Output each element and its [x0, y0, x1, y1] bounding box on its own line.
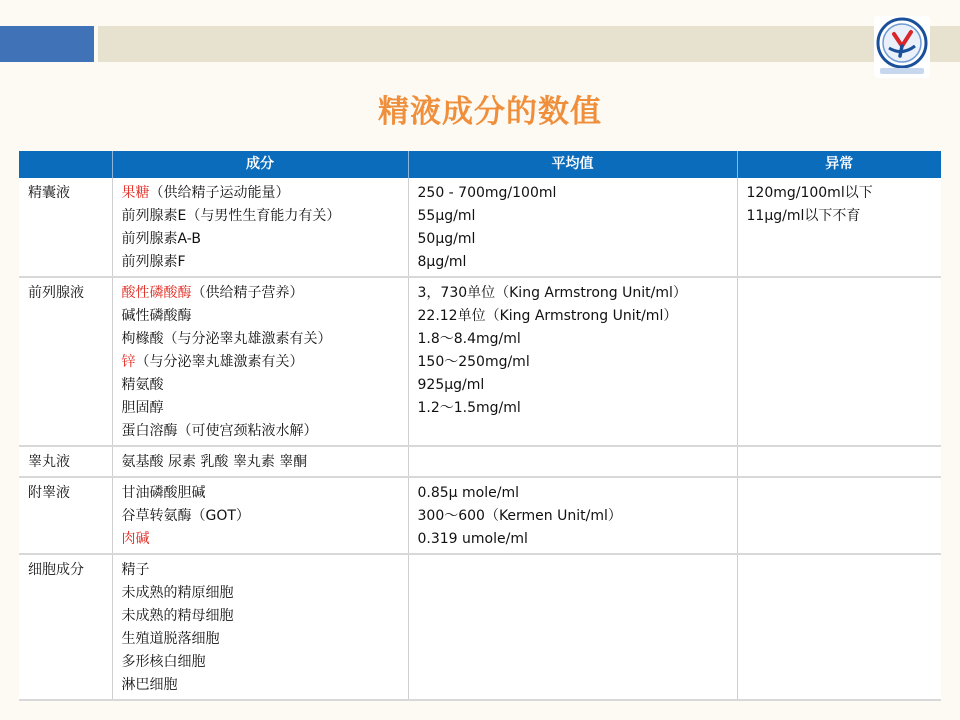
component-line [122, 251, 399, 274]
header-component: 成分 [112, 151, 408, 178]
band-tan-strip [98, 26, 960, 62]
average-value: 22.12单位（King Armstrong Unit/ml） [417, 308, 678, 324]
component-line [122, 228, 399, 251]
school-logo-emblem [874, 16, 930, 78]
component-line [122, 351, 399, 374]
component-text: （供给精子营养） [191, 285, 304, 301]
component-line [122, 282, 399, 305]
band-blue-block [0, 26, 94, 62]
row-component-cell [112, 554, 408, 700]
row-category-cell [19, 554, 112, 700]
component-text: 精子 [121, 562, 150, 578]
component-highlight: 肉碱 [121, 531, 150, 547]
row-category-label: 附睾液 [28, 485, 70, 501]
component-text: 多形核白细胞 [121, 654, 206, 670]
table-row [19, 178, 941, 277]
component-highlight: 锌 [121, 354, 136, 370]
average-value: 1.8～8.4mg/ml [417, 331, 521, 347]
row-abnormal-cell [737, 477, 941, 554]
component-line [122, 451, 399, 474]
header-average: 平均值 [408, 151, 737, 178]
row-average-cell [408, 277, 737, 446]
component-line [122, 651, 399, 674]
table-header-row [19, 151, 941, 178]
average-value: 925μg/ml [417, 377, 485, 393]
component-line [122, 628, 399, 651]
component-text: 谷草转氨酶（GOT） [121, 508, 250, 524]
component-line [122, 674, 399, 697]
component-highlight: 酸性磷酸酶 [121, 285, 192, 301]
row-abnormal-cell [737, 554, 941, 700]
row-average-cell [408, 178, 737, 277]
component-line [122, 582, 399, 605]
component-line [122, 528, 399, 551]
abnormal-value: 120mg/100ml以下 [746, 185, 873, 201]
component-text: 未成熟的精原细胞 [121, 585, 234, 601]
component-text: 前列腺素F [121, 254, 186, 270]
average-value: 300～600（Kermen Unit/ml） [417, 508, 622, 524]
row-average-cell [408, 477, 737, 554]
row-category-cell [19, 446, 112, 477]
row-abnormal-cell [737, 277, 941, 446]
row-category-cell [19, 178, 112, 277]
row-component-cell [112, 178, 408, 277]
component-line [122, 605, 399, 628]
row-component-cell [112, 446, 408, 477]
component-line [122, 397, 399, 420]
component-text: 前列腺素A-B [121, 231, 201, 247]
average-value: 0.319 umole/ml [417, 531, 528, 547]
component-text: 胆固醇 [121, 400, 164, 416]
component-line [122, 182, 399, 205]
row-category-label: 前列腺液 [28, 285, 84, 301]
average-value: 8μg/ml [417, 254, 467, 270]
top-decor-band [0, 26, 960, 62]
average-value: 55μg/ml [417, 208, 476, 224]
component-line [122, 482, 399, 505]
table-row [19, 554, 941, 700]
component-text: 未成熟的精母细胞 [121, 608, 234, 624]
average-value: 0.85μ mole/ml [417, 485, 519, 501]
row-abnormal-cell [737, 178, 941, 277]
slide-title: 精液成分的数值 [378, 94, 602, 130]
row-abnormal-cell [737, 446, 941, 477]
component-text: 甘油磷酸胆碱 [121, 485, 206, 501]
row-category-label: 精囊液 [28, 185, 70, 201]
average-value: 250 - 700mg/100ml [417, 185, 557, 201]
component-line [122, 374, 399, 397]
component-text: 精氨酸 [121, 377, 164, 393]
component-line [122, 305, 399, 328]
row-category-label: 细胞成分 [28, 562, 84, 578]
component-text: （与分泌睾丸雄激素有关） [135, 354, 304, 370]
row-category-cell [19, 477, 112, 554]
header-abnormal: 异常 [737, 151, 941, 178]
table-row [19, 477, 941, 554]
component-text: 淋巴细胞 [121, 677, 178, 693]
component-text: 碱性磷酸酶 [121, 308, 192, 324]
average-value: 3，730单位（King Armstrong Unit/ml） [417, 285, 687, 301]
row-category-label: 睾丸液 [28, 454, 70, 470]
average-value: 1.2～1.5mg/ml [417, 400, 521, 416]
school-logo [874, 16, 930, 78]
component-highlight: 果糖 [121, 185, 150, 201]
component-text: 枸橼酸（与分泌睾丸雄激素有关） [121, 331, 332, 347]
component-line [122, 328, 399, 351]
row-component-cell [112, 477, 408, 554]
component-line [122, 505, 399, 528]
average-value: 150～250mg/ml [417, 354, 530, 370]
component-line [122, 420, 399, 443]
composition-table [19, 151, 941, 701]
average-value: 50μg/ml [417, 231, 476, 247]
table-row [19, 446, 941, 477]
component-text: 氨基酸 尿素 乳酸 睾丸素 睾酮 [121, 454, 308, 470]
abnormal-value: 11μg/ml以下不育 [746, 208, 861, 224]
component-text: 前列腺素E（与男性生育能力有关） [121, 208, 341, 224]
header-category [19, 151, 112, 178]
component-text: （供给精子运动能量） [149, 185, 290, 201]
component-line [122, 205, 399, 228]
table-row [19, 277, 941, 446]
row-average-cell [408, 554, 737, 700]
component-line [122, 559, 399, 582]
row-average-cell [408, 446, 737, 477]
component-text: 生殖道脱落细胞 [121, 631, 220, 647]
row-category-cell [19, 277, 112, 446]
row-component-cell [112, 277, 408, 446]
component-text: 蛋白溶酶（可使宫颈粘液水解） [121, 423, 318, 439]
